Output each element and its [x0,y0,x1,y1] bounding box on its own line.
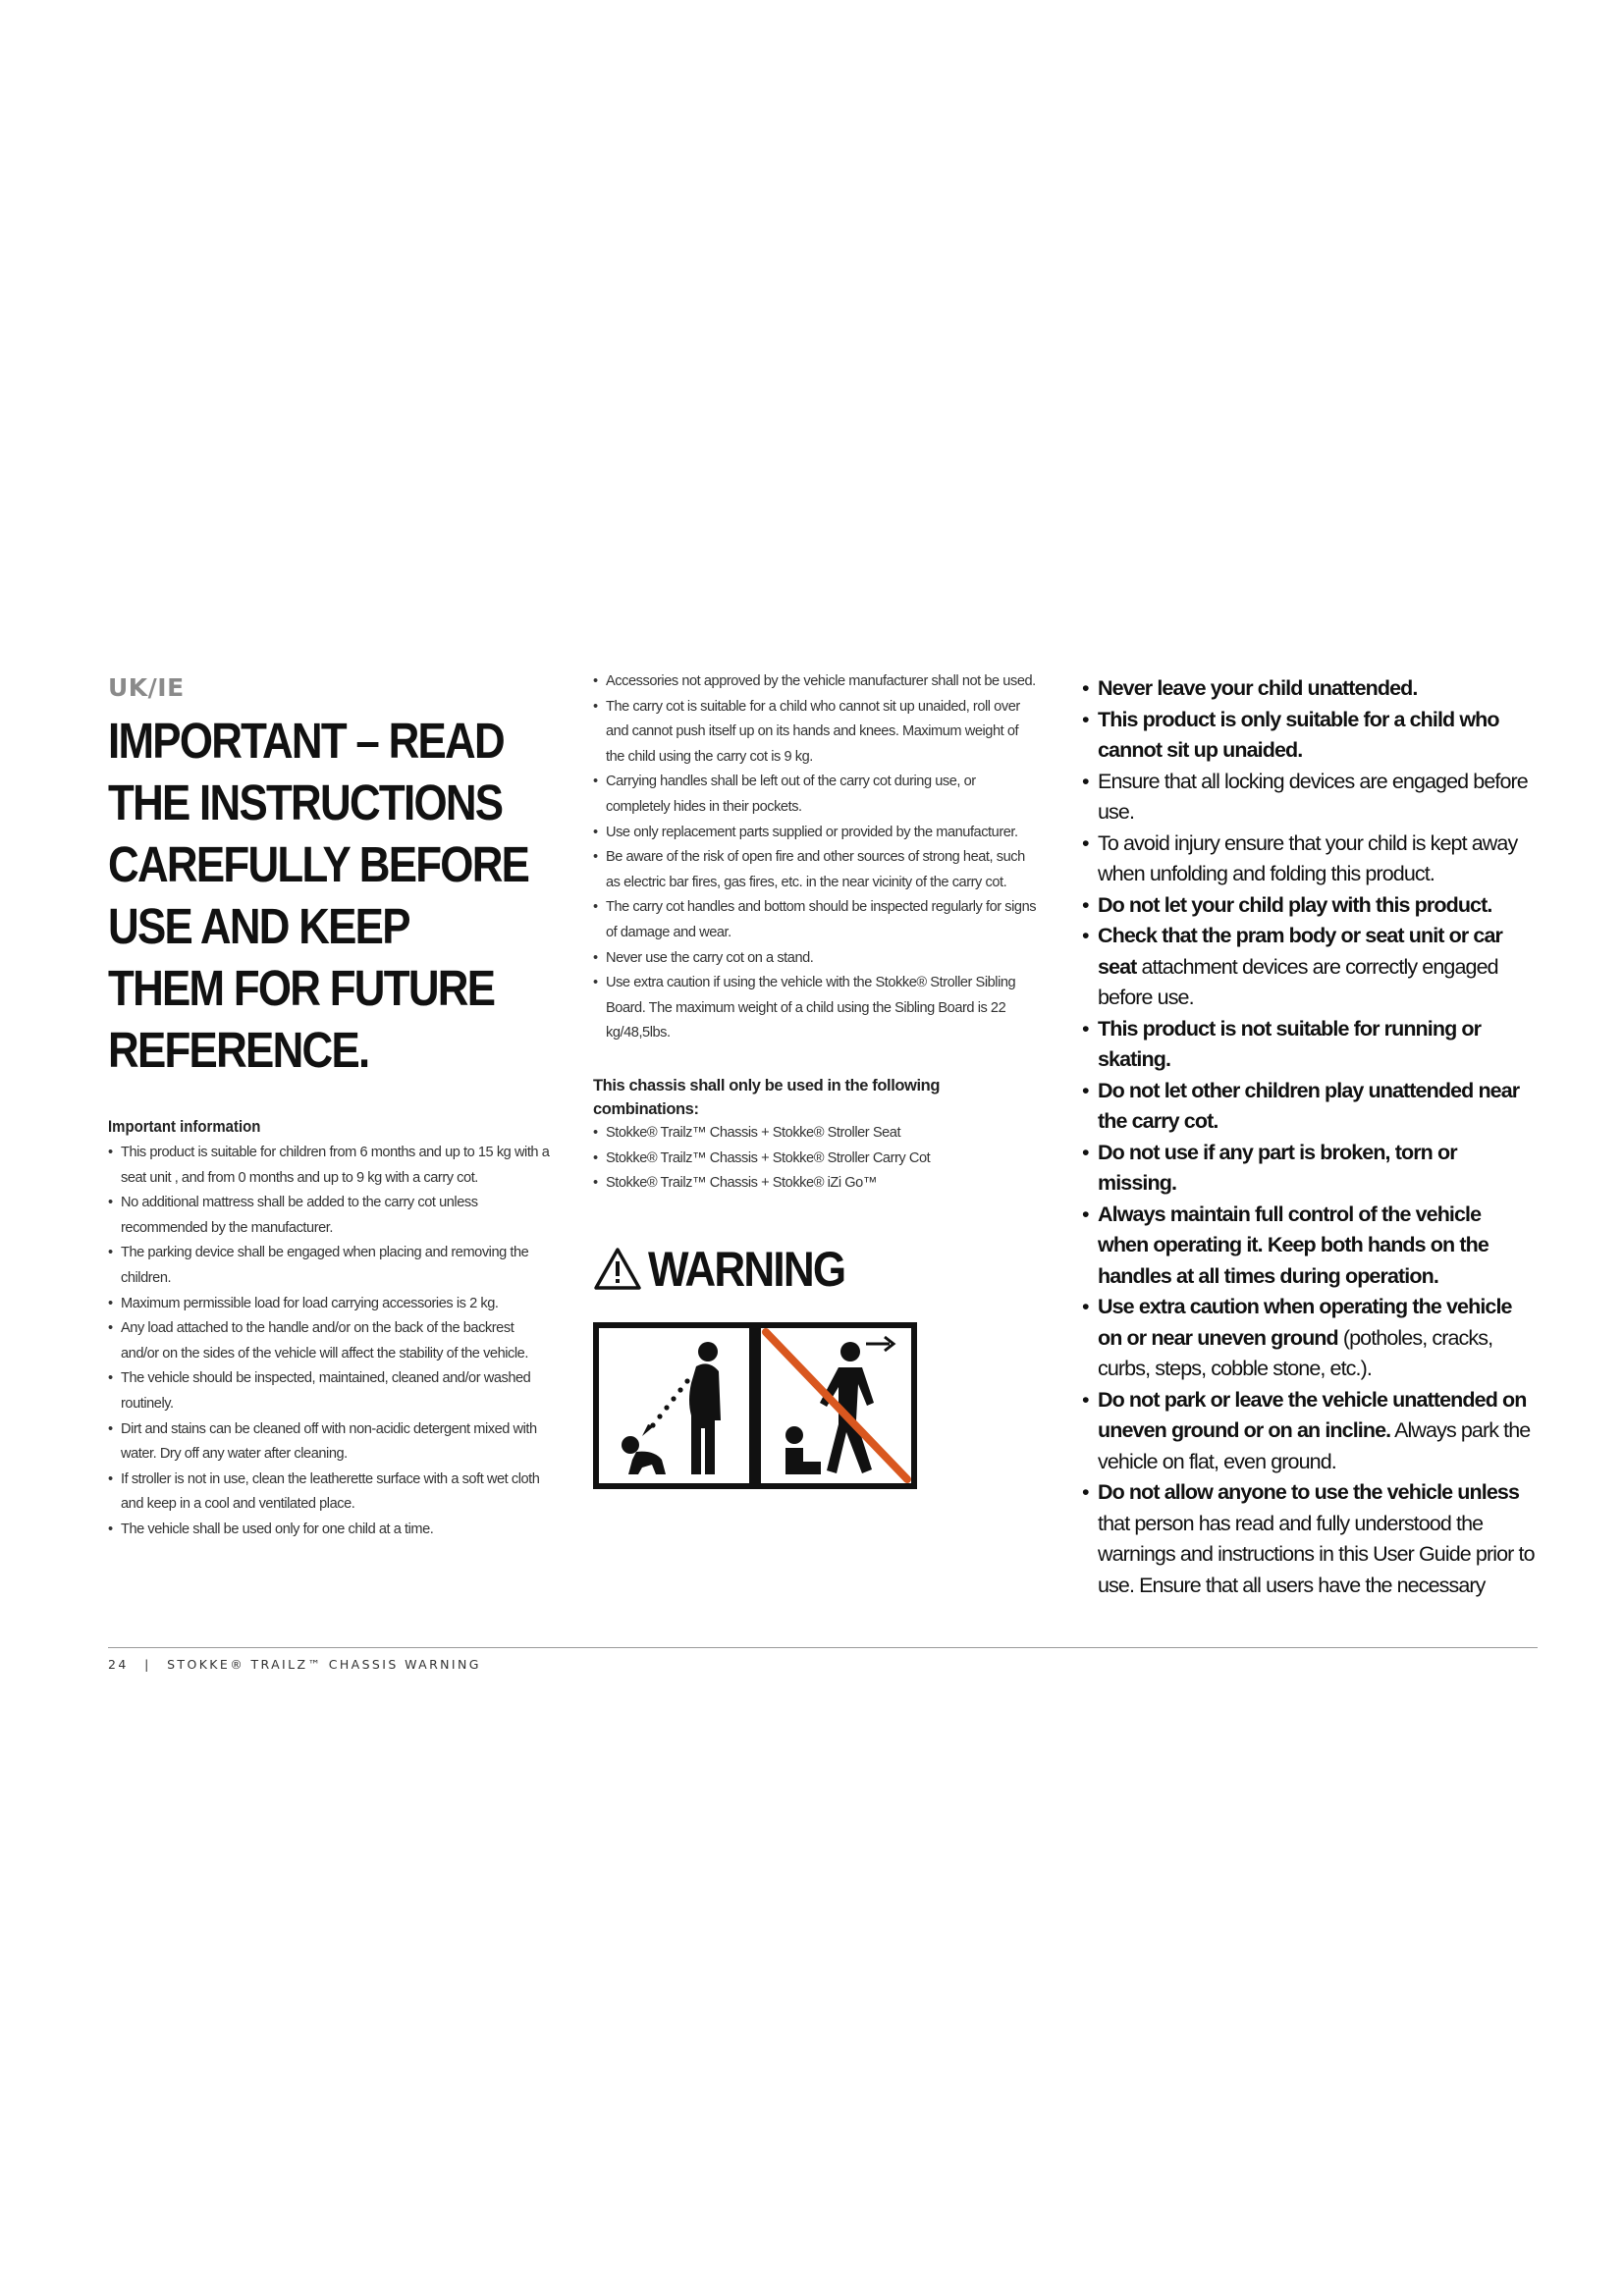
list-item: • Stokke® Trailz™ Chassis + Stokke® Stroller Seat [593,1121,1037,1147]
list-item: • Use extra caution when operating the vehicle on or near uneven ground (potholes, cracks, curbs, steps, cobble stone, etc.). [1082,1292,1536,1385]
list-item: • This product is suitable for children from 6 months and up to 15 kg with a seat unit , and from 0 months and up to 9 kg with a carry cot. [108,1141,550,1191]
page-number: 24 [108,1657,129,1672]
page-footer [108,1657,481,1672]
list-item: • The vehicle shall be used only for one child at a time. [108,1518,550,1543]
title-line: REFERENCE. [108,1022,369,1078]
list-item: • The carry cot is suitable for a child who cannot sit up unaided, roll over and cannot push itself up on its hands and knees. Maximum weight of the child using the carry cot is 9 kg. [593,695,1037,771]
footer-divider [108,1647,1538,1648]
warning-heading [593,1240,1037,1299]
important-info-heading: Important information [108,1117,261,1136]
list-item: • This product is not suitable for running or skating. [1082,1014,1536,1076]
warning-title: WARNING [648,1241,845,1297]
list-item: • Check that the pram body or seat unit or car seat attachment devices are correctly engaged before use. [1082,921,1536,1014]
title-line: THEM FOR FUTURE [108,960,495,1016]
warning-list [1082,673,1536,1601]
do-not-leave-child-unattended-pictogram [593,1322,917,1489]
list-item: • Accessories not approved by the vehicle manufacturer shall not be used. [593,669,1037,695]
list-item: • Do not let other children play unattended near the carry cot. [1082,1076,1536,1138]
title-line: THE INSTRUCTIONS [108,774,503,830]
list-item: • Stokke® Trailz™ Chassis + Stokke® iZi Go™ [593,1171,1037,1197]
list-item: • Be aware of the risk of open fire and other sources of strong heat, such as electric bar fires, gas fires, etc. in the near vicinity of the carry cot. [593,845,1037,895]
list-item: • Stokke® Trailz™ Chassis + Stokke® Stroller Carry Cot [593,1147,1037,1172]
list-item: • Always maintain full control of the vehicle when operating it. Keep both hands on the handles at all times during operation. [1082,1200,1536,1293]
footer-title: STOKKE® TRAILZ™ CHASSIS WARNING [167,1657,481,1672]
list-item: • Use extra caution if using the vehicle with the Stokke® Stroller Sibling Board. The maximum weight of a child using the Sibling Board is 22 kg/48,5lbs. [593,971,1037,1046]
list-item: • Do not allow anyone to use the vehicle unless that person has read and fully understood the warnings and instructions in this User Guide prior to use. Ensure that all users have the necessary [1082,1477,1536,1601]
title-line: USE AND KEEP [108,898,409,954]
list-item: • This product is only suitable for a child who cannot sit up unaided. [1082,705,1536,767]
important-info-list [108,1141,550,1543]
list-item: • Maximum permissible load for load carrying accessories is 2 kg. [108,1292,550,1317]
list-item: • Ensure that all locking devices are engaged before use. [1082,767,1536,828]
list-item: • Any load attached to the handle and/or on the back of the backrest and/or on the sides of the vehicle will affect the stability of the vehicle. [108,1316,550,1366]
warning-triangle-icon [593,1247,642,1292]
list-item: • No additional mattress shall be added to the carry cot unless recommended by the manufacturer. [108,1191,550,1241]
list-item: • The parking device shall be engaged when placing and removing the children. [108,1241,550,1291]
list-item: • Never use the carry cot on a stand. [593,946,1037,972]
page-title [108,710,547,1081]
column-right [1082,673,1536,1601]
list-item: • Carrying handles shall be left out of the carry cot during use, or completely hides in their pockets. [593,770,1037,820]
carry-cot-list [593,669,1037,1046]
region-label: UK/IE [108,673,185,702]
list-item: • The vehicle should be inspected, maintained, cleaned and/or washed routinely. [108,1366,550,1416]
list-item: • The carry cot handles and bottom should be inspected regularly for signs of damage and wear. [593,895,1037,945]
list-item: • Never leave your child unattended. [1082,673,1536,705]
list-item: • To avoid injury ensure that your child is kept away when unfolding and folding this product. [1082,828,1536,890]
combinations-heading: This chassis shall only be used in the following combinations: [593,1076,941,1118]
list-item: • Use only replacement parts supplied or provided by the manufacturer. [593,821,1037,846]
column-middle [593,669,1037,1489]
list-item: • Do not use if any part is broken, torn or missing. [1082,1138,1536,1200]
title-line: IMPORTANT – READ [108,713,504,769]
list-item: • Do not let your child play with this product. [1082,890,1536,922]
combinations-list [593,1121,1037,1197]
list-item: • Dirt and stains can be cleaned off with non-acidic detergent mixed with water. Dry off any water after cleaning. [108,1417,550,1468]
footer-separator: | [144,1657,151,1672]
list-item: • If stroller is not in use, clean the leatherette surface with a soft wet cloth and keep in a cool and ventilated place. [108,1468,550,1518]
title-line: CAREFULLY BEFORE [108,836,529,892]
list-item: • Do not park or leave the vehicle unattended on uneven ground or on an incline. Always park the vehicle on flat, even ground. [1082,1385,1536,1478]
column-left [108,673,550,1543]
